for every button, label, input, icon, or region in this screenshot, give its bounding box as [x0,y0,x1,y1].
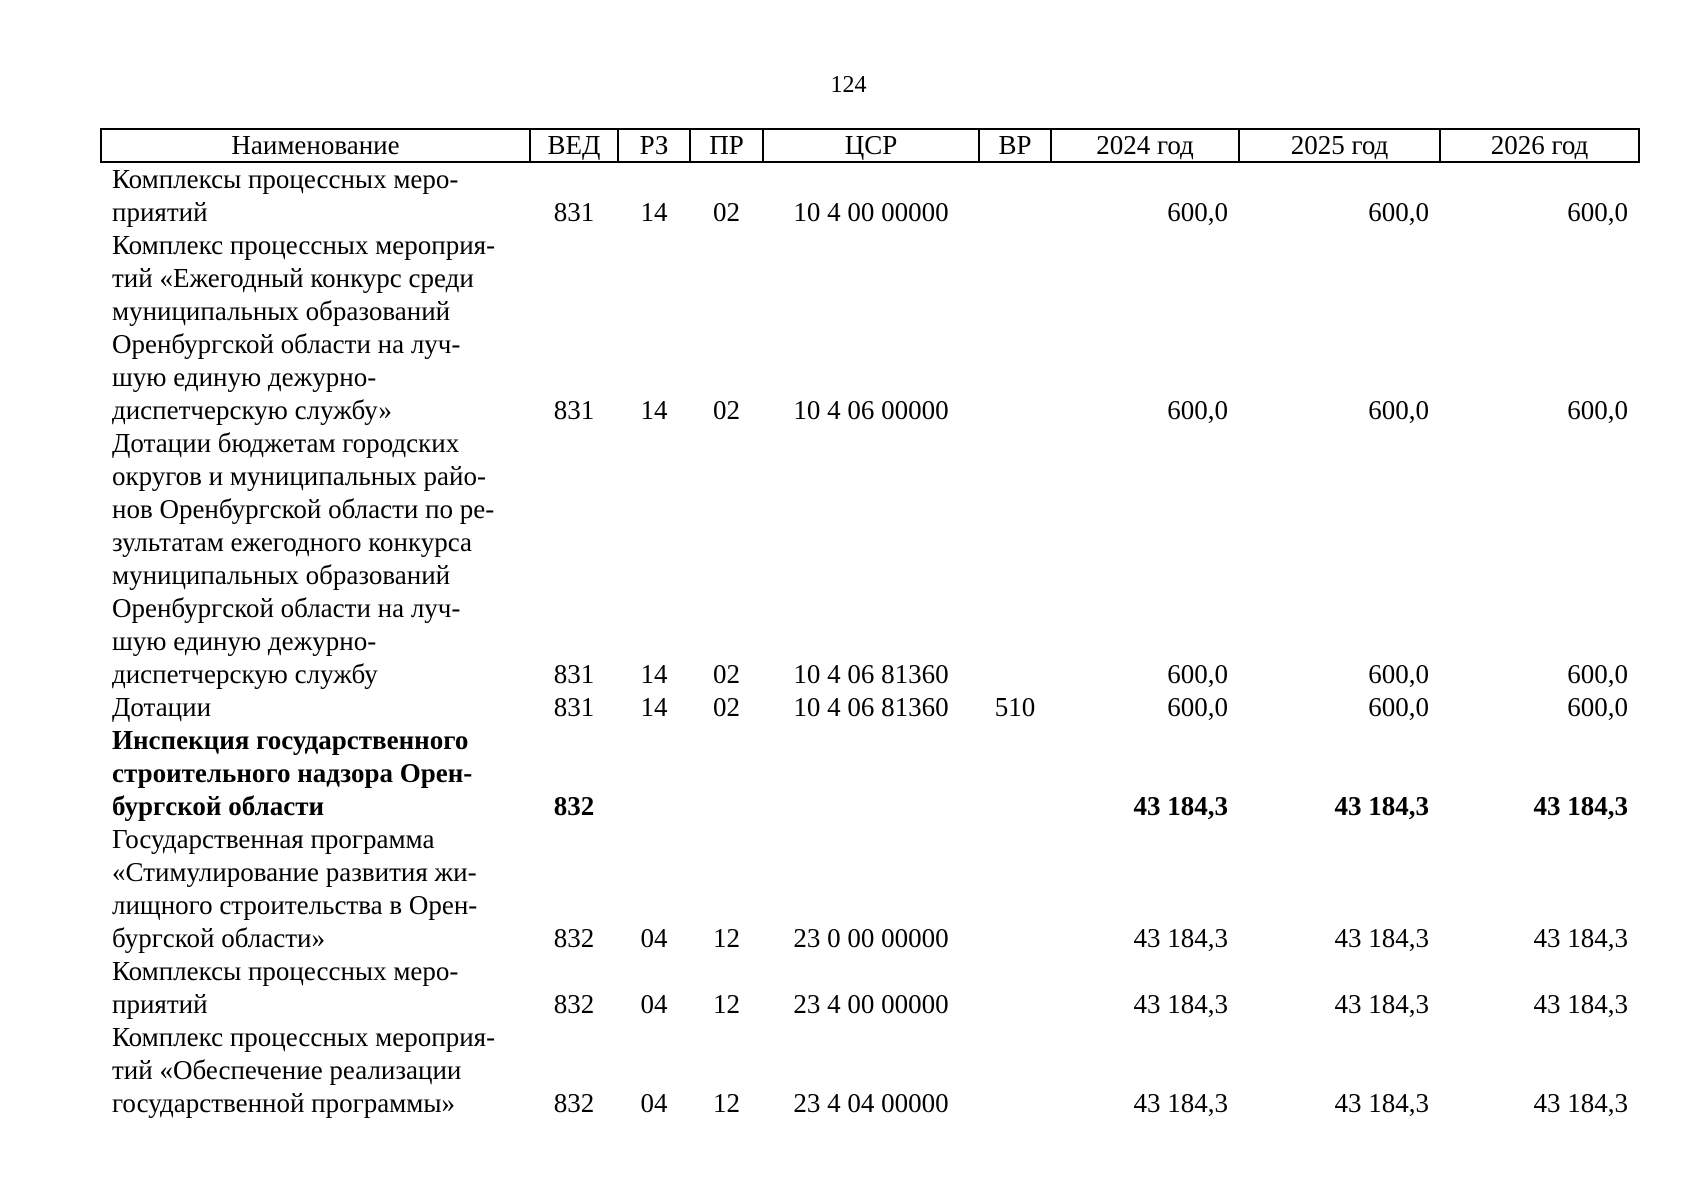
row-name-text: Инспекция государственного строительного надзора Орен- бургской области [112,725,473,821]
cell-2026: 600,0 [1567,692,1628,722]
cell-rz: 14 [640,395,668,425]
cell-csr: 23 0 00 00000 [793,923,949,953]
cell-2025: 600,0 [1368,659,1429,689]
table-header-row [101,129,1639,162]
table-body [101,162,1639,1120]
cell-2024: 43 184,3 [1133,989,1228,1019]
cell-vr: 510 [994,692,1036,722]
header-csr: ЦСР [763,129,979,162]
table-row [101,691,1639,724]
cell-pr: 02 [713,692,740,722]
cell-vr [979,162,1051,229]
cell-2026: 600,0 [1567,197,1628,227]
cell-ved: 832 [553,923,595,953]
cell-2025: 600,0 [1368,692,1429,722]
page-number: 124 [830,72,867,98]
cell-ved: 831 [553,197,595,227]
cell-rz: 04 [640,923,668,953]
cell-2025: 43 184,3 [1334,791,1429,821]
budget-table [100,128,1640,1120]
cell-2026: 43 184,3 [1533,989,1628,1019]
header-ved: ВЕД [530,129,618,162]
cell-2024: 600,0 [1167,395,1228,425]
cell-vr [979,427,1051,691]
cell-csr: 10 4 06 00000 [793,395,949,425]
cell-pr: 02 [713,197,740,227]
cell-2024: 600,0 [1167,659,1228,689]
row-name-text: Дотации бюджетам городских округов и муниципальных райо- нов Оренбургской области по ре- зультатам ежегодного конкурса муниципальных образований Оренбургской области на луч- шую единую дежурно- диспетчерскую службу [112,428,495,689]
cell-2026: 600,0 [1567,659,1628,689]
row-name-text: Комплексы процессных меро- приятий [112,956,459,1019]
cell-vr [979,955,1051,1021]
cell-2025: 600,0 [1368,197,1429,227]
cell-csr: 23 4 00 00000 [793,989,949,1019]
cell-2024: 600,0 [1167,692,1228,722]
cell-ved: 831 [553,692,595,722]
row-name-text: Государственная программа «Стимулирование развития жи- лищного строительства в Орен- бургской области» [112,824,478,953]
cell-rz: 04 [640,989,668,1019]
cell-2025: 43 184,3 [1334,989,1429,1019]
cell-2025: 43 184,3 [1334,1088,1429,1118]
cell-ved: 831 [553,395,595,425]
cell-name [101,724,530,823]
cell-pr: 12 [713,989,740,1019]
cell-vr [979,823,1051,955]
cell-ved: 832 [553,989,595,1019]
cell-2024: 43 184,3 [1133,1088,1228,1118]
cell-vr [979,724,1051,823]
row-name-text: Комплекс процессных мероприя- тий «Обеспечение реализации государственной программы» [112,1022,496,1118]
cell-vr [979,1021,1051,1120]
cell-ved: 832 [553,1088,595,1118]
cell-name [101,955,530,1021]
header-name: Наименование [101,129,530,162]
cell-csr: 10 4 00 00000 [793,197,949,227]
cell-name [101,427,530,691]
cell-rz: 14 [640,692,668,722]
cell-ved: 831 [553,659,595,689]
cell-vr [979,229,1051,427]
cell-rz [618,724,690,823]
cell-2024: 43 184,3 [1133,791,1228,821]
cell-rz: 14 [640,197,668,227]
cell-csr: 10 4 06 81360 [793,692,949,722]
cell-csr [763,724,979,823]
cell-pr: 02 [713,659,740,689]
row-name-text: Дотации [112,692,212,722]
cell-2026: 43 184,3 [1533,791,1628,821]
cell-2024: 43 184,3 [1133,923,1228,953]
cell-name [101,1021,530,1120]
cell-name [101,823,530,955]
cell-csr: 23 4 04 00000 [793,1088,949,1118]
cell-2026: 600,0 [1567,395,1628,425]
header-vr: ВР [979,129,1051,162]
cell-2024: 600,0 [1167,197,1228,227]
header-rz: РЗ [618,129,690,162]
cell-rz: 14 [640,659,668,689]
table-row [101,162,1639,229]
table-row [101,955,1639,1021]
cell-2026: 43 184,3 [1533,1088,1628,1118]
cell-rz: 04 [640,1088,668,1118]
table-row [101,823,1639,955]
cell-csr: 10 4 06 81360 [793,659,949,689]
header-2025: 2025 год [1239,129,1440,162]
cell-name [101,229,530,427]
cell-2026: 43 184,3 [1533,923,1628,953]
cell-ved: 832 [553,791,595,821]
row-name-text: Комплексы процессных меро- приятий [112,164,459,227]
cell-2025: 600,0 [1368,395,1429,425]
header-2026: 2026 год [1440,129,1639,162]
cell-name [101,162,530,229]
cell-pr: 12 [713,1088,740,1118]
header-pr: ПР [690,129,763,162]
cell-pr [690,724,763,823]
cell-2025: 43 184,3 [1334,923,1429,953]
table-row [101,724,1639,823]
cell-pr: 12 [713,923,740,953]
cell-name [101,691,530,724]
table-row [101,229,1639,427]
header-2024: 2024 год [1051,129,1239,162]
row-name-text: Комплекс процессных мероприя- тий «Ежегодный конкурс среди муниципальных образований Оренбургской области на луч- шую единую дежурно- диспетчерскую службу» [112,230,496,425]
table-row [101,1021,1639,1120]
cell-pr: 02 [713,395,740,425]
table-row [101,427,1639,691]
